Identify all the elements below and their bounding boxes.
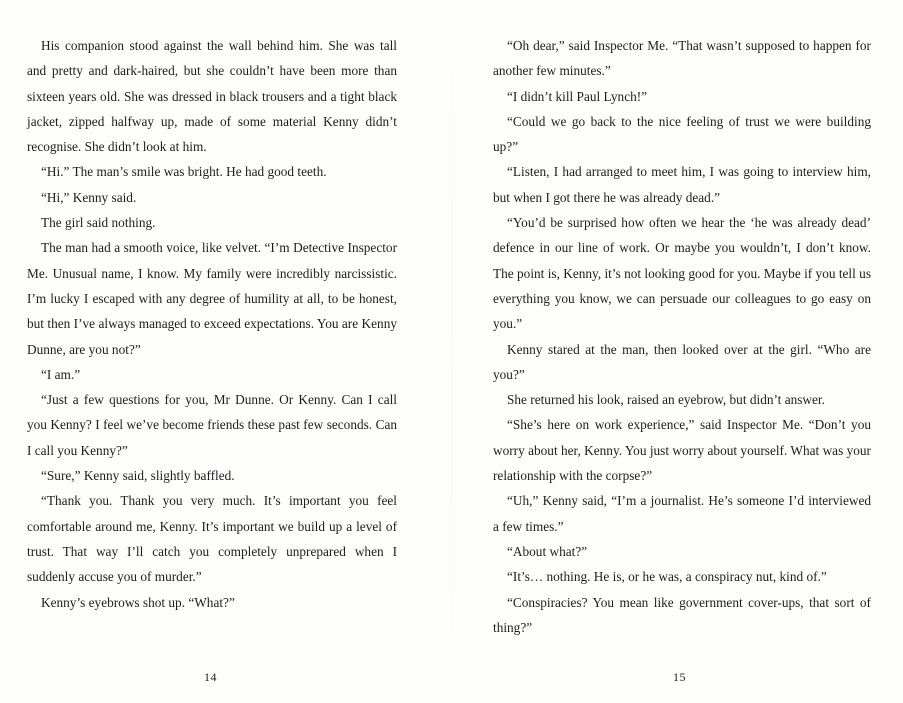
page-number-left: 14 xyxy=(204,670,217,684)
paragraph: “Oh dear,” said Inspector Me. “That wasn’t supposed to happen for another few minutes.” xyxy=(493,38,871,79)
paragraph: Kenny stared at the man, then looked over at the girl. “Who are you?” xyxy=(493,341,871,382)
paragraph: “I am.” xyxy=(41,366,81,382)
paragraph: The girl said nothing. xyxy=(41,215,156,231)
right-page xyxy=(493,33,871,640)
paragraph: “Just a few questions for you, Mr Dunne. Or Kenny. Can I call you Kenny? I feel we’ve become friends these past few seconds. Can I call you Kenny?” xyxy=(27,392,397,458)
gutter-divider xyxy=(451,0,452,703)
paragraph: She returned his look, raised an eyebrow, but didn’t answer. xyxy=(507,392,825,408)
paragraph: “She’s here on work experience,” said Inspector Me. “Don’t you worry about her, Kenny. You just worry about yourself. What was your relationship with the corpse?” xyxy=(493,417,871,484)
paragraph: “About what?” xyxy=(507,543,588,559)
paragraph: “Hi,” Kenny said. xyxy=(41,189,137,205)
paragraph: His companion stood against the wall behind him. She was tall and pretty and dark-haired, but she couldn’t have been more than sixteen years old. She was dressed in black trousers and a tight black jacket, zipped halfway up, made of some material Kenny didn’t recognise. She didn’t look at him. xyxy=(27,38,397,155)
left-page xyxy=(27,33,397,615)
paragraph: “Conspiracies? You mean like government cover-ups, that sort of thing?” xyxy=(493,594,871,635)
paragraph: “It’s… nothing. He is, or he was, a conspiracy nut, kind of.” xyxy=(507,569,827,585)
paragraph: “Thank you. Thank you very much. It’s important you feel comfortable around me, Kenny. It’s important we build up a level of trust. That way I’ll catch you completely unprepared when I suddenly accuse you of murder.” xyxy=(27,493,397,585)
paragraph: “You’d be surprised how often we hear the ‘he was already dead’ defence in our line of work. Or maybe you wouldn’t, I don’t know. The point is, Kenny, it’s not looking good for you. Maybe if you tell us everything you know, we can persuade our colleagues to go easy on you.” xyxy=(493,215,871,332)
paragraph: Kenny’s eyebrows shot up. “What?” xyxy=(41,594,235,610)
paragraph: “I didn’t kill Paul Lynch!” xyxy=(507,88,648,104)
paragraph: “Could we go back to the nice feeling of trust we were building up?” xyxy=(493,113,871,155)
page-number-right: 15 xyxy=(673,670,686,684)
paragraph: “Listen, I had arranged to meet him, I was going to interview him, but when I got there he was already dead.” xyxy=(493,164,871,205)
paragraph: “Hi.” The man’s smile was bright. He had good teeth. xyxy=(41,164,327,180)
paragraph: The man had a smooth voice, like velvet. “I’m Detective Inspector Me. Unusual name, I know. My family were incredibly narcissistic. I’m lucky I escaped with any degree of humility at all, to be honest, but then I’ve always managed to exceed expectations. You are Kenny Dunne, are you not?” xyxy=(27,240,397,357)
paragraph: “Uh,” Kenny said, “I’m a journalist. He’s someone I’d interviewed a few times.” xyxy=(493,493,871,534)
paragraph: “Sure,” Kenny said, slightly baffled. xyxy=(41,468,235,484)
